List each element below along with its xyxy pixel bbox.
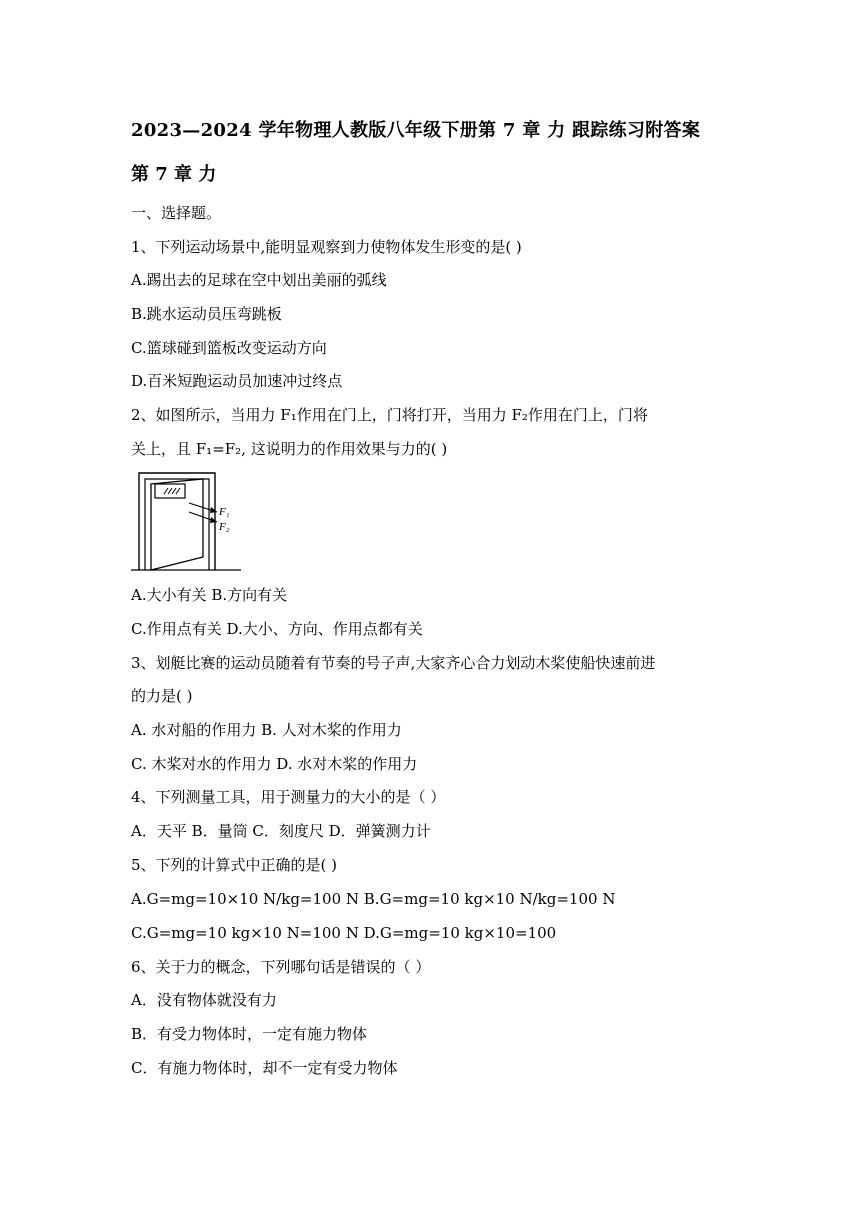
question-6-option-c: C．有施力物体时，却不一定有受力物体 — [131, 1059, 398, 1077]
question-3-options-ab: A. 水对船的作用力 B. 人对木桨的作用力 — [131, 721, 402, 739]
door-diagram — [131, 470, 241, 575]
force-arrow-f1-head — [210, 507, 217, 513]
chapter-title: 第 7 章 力 — [131, 164, 217, 185]
question-3-stem-line-1: 3、划艇比赛的运动员随着有节奏的号子声,大家齐心合力划动木桨使船快速前进 — [131, 654, 656, 672]
question-6-option-b: B．有受力物体时，一定有施力物体 — [131, 1025, 368, 1043]
question-5-stem: 5、下列的计算式中正确的是( ) — [131, 856, 338, 874]
question-6-option-a: A．没有物体就没有力 — [131, 991, 277, 1009]
question-5-options-ab: A.G=mg=10×10 N/kg=100 N B.G=mg=10 kg×10 N/kg=100 N — [131, 890, 616, 908]
question-5-options-cd: C.G=mg=10 kg×10 N=100 N D.G=mg=10 kg×10=100 — [131, 924, 557, 942]
window-hatch — [164, 488, 168, 494]
question-1-stem: 1、下列运动场景中,能明显观察到力使物体发生形变的是( ) — [131, 238, 522, 256]
door-force-figure — [131, 470, 241, 575]
question-1-option-c: C.篮球碰到篮板改变运动方向 — [131, 339, 327, 357]
force-arrow-f2-head — [210, 517, 217, 523]
question-2-options-cd: C.作用点有关 D.大小、方向、作用点都有关 — [131, 620, 423, 638]
force-label-f2: F₂ — [219, 521, 230, 533]
question-1-option-d: D.百米短跑运动员加速冲过终点 — [131, 372, 343, 390]
question-1-option-b: B.跳水运动员压弯跳板 — [131, 305, 282, 323]
question-2-stem-line-2: 关上，且 F₁=F₂, 这说明力的作用效果与力的( ) — [131, 440, 448, 458]
document-title: 2023—2024 学年物理人教版八年级下册第 7 章 力 跟踪练习附答案 — [131, 120, 701, 141]
question-2-stem-line-1: 2、如图所示，当用力 F₁作用在门上，门将打开，当用力 F₂作用在门上，门将 — [131, 406, 648, 424]
window-hatch — [172, 488, 176, 494]
question-6-stem: 6、关于力的概念，下列哪句话是错误的（ ） — [131, 958, 431, 976]
window-hatch — [168, 488, 172, 494]
force-label-f1: F₁ — [219, 506, 230, 518]
window-hatch — [176, 488, 180, 494]
question-1-option-a: A.踢出去的足球在空中划出美丽的弧线 — [131, 271, 387, 289]
question-2-options-ab: A.大小有关 B.方向有关 — [131, 586, 288, 604]
question-3-options-cd: C. 木桨对水的作用力 D. 水对木桨的作用力 — [131, 755, 418, 773]
question-3-stem-line-2: 的力是( ) — [131, 687, 193, 705]
section-heading: 一、选择题。 — [131, 204, 222, 222]
question-4-options: A．天平 B．量筒 C．刻度尺 D．弹簧测力计 — [131, 822, 431, 840]
question-4-stem: 4、下列测量工具，用于测量力的大小的是（ ） — [131, 788, 446, 806]
